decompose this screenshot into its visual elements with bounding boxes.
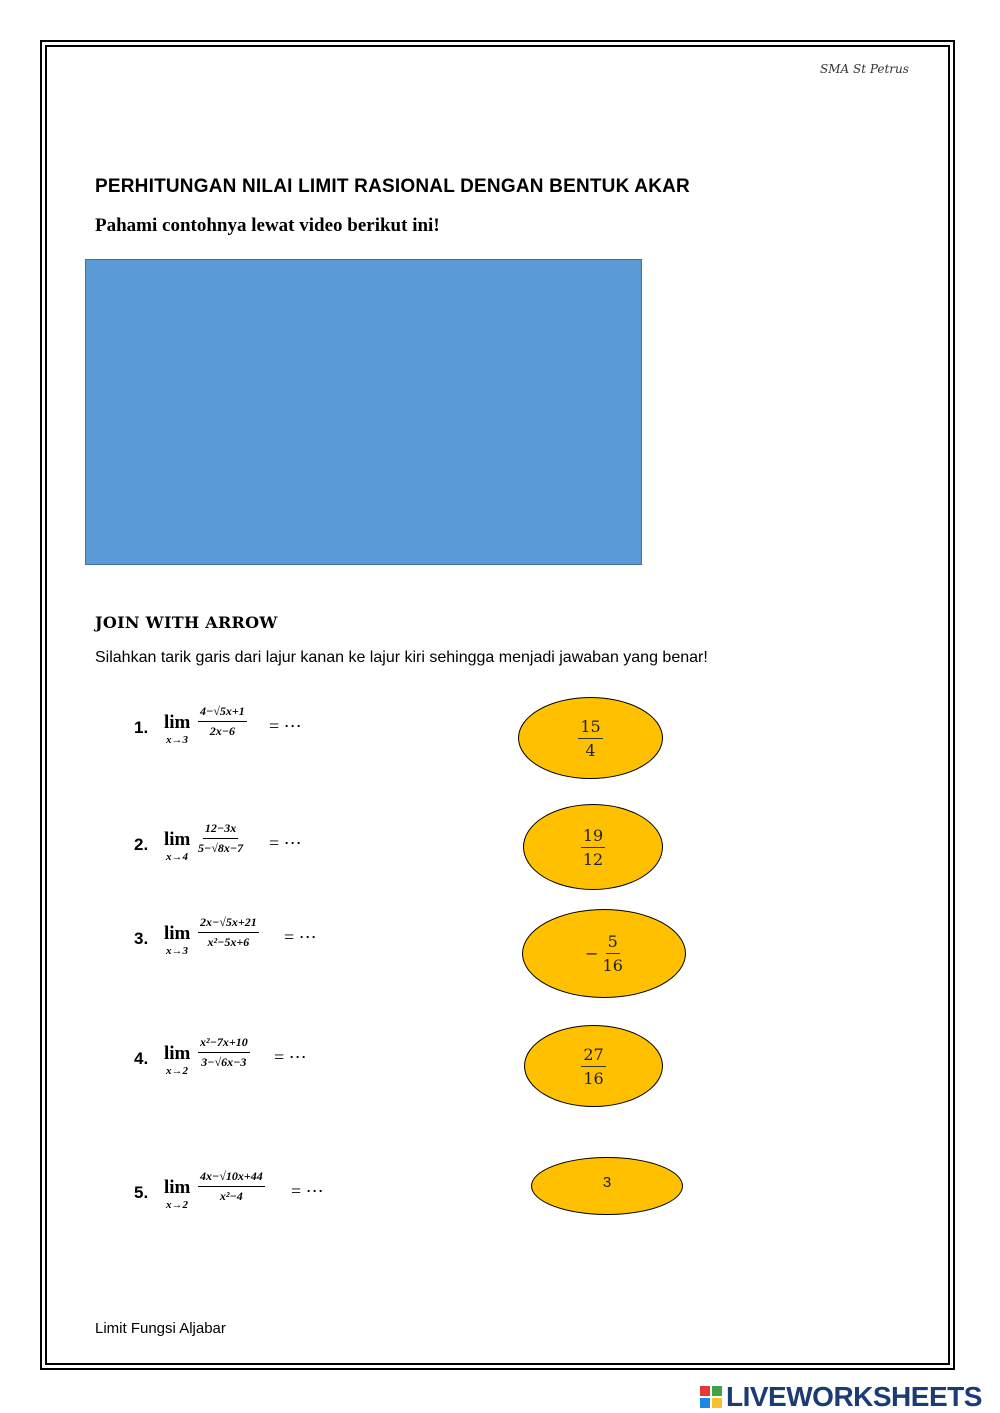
lim-symbol: lim xyxy=(164,712,191,733)
answer-denominator: 4 xyxy=(585,740,596,760)
answer-fraction xyxy=(603,932,623,975)
answer-oval-3[interactable] xyxy=(522,909,686,998)
answer-fraction xyxy=(581,1045,605,1088)
equals-dots: = ⋯ xyxy=(291,1181,324,1201)
answer-denominator: 16 xyxy=(583,1068,604,1088)
numerator: 12−3x xyxy=(203,821,238,839)
fraction xyxy=(198,821,243,856)
lim-subscript: x→2 xyxy=(166,1199,188,1211)
numerator: 4−√5x+1 xyxy=(198,704,247,722)
section-heading: JOIN WITH ARROW xyxy=(95,613,278,632)
answer-oval-5[interactable] xyxy=(531,1157,683,1215)
numerator: 4x−√10x+44 xyxy=(198,1169,265,1187)
page-title: PERHITUNGAN NILAI LIMIT RASIONAL DENGAN BENTUK AKAR xyxy=(95,176,690,197)
fraction xyxy=(198,1035,250,1070)
denominator: x²−4 xyxy=(219,1189,243,1203)
question-number: 4. xyxy=(134,1049,149,1068)
liveworksheets-brand[interactable] xyxy=(700,1381,982,1413)
answer-value: 3 xyxy=(602,1174,612,1191)
lim-subscript: x→4 xyxy=(166,851,188,863)
answer-denominator: 16 xyxy=(602,956,623,975)
lim-subscript: x→2 xyxy=(166,1065,188,1077)
equals-dots: = ⋯ xyxy=(269,833,302,853)
answer-numerator: 19 xyxy=(581,826,605,848)
page-subtitle: Pahami contohnya lewat video berikut ini! xyxy=(95,215,440,236)
question-number: 3. xyxy=(134,929,149,948)
brand-name: LIVEWORKSHEETS xyxy=(726,1381,982,1412)
denominator: x²−5x+6 xyxy=(207,935,250,949)
lim-subscript: x→3 xyxy=(166,945,188,957)
fraction xyxy=(198,704,247,739)
answer-oval-1[interactable] xyxy=(518,697,663,779)
lim-symbol: lim xyxy=(164,1177,191,1198)
answer-numerator: 5 xyxy=(606,932,620,954)
question-number: 5. xyxy=(134,1183,149,1202)
liveworksheets-logo-icon xyxy=(700,1386,722,1408)
denominator: 3−√6x−3 xyxy=(201,1055,247,1069)
lim-symbol: lim xyxy=(164,1043,191,1064)
answer-oval-2[interactable] xyxy=(523,804,663,890)
equals-dots: = ⋯ xyxy=(284,927,317,947)
equals-dots: = ⋯ xyxy=(274,1047,307,1067)
school-name: SMA St Petrus xyxy=(820,62,909,76)
equals-dots: = ⋯ xyxy=(269,716,302,736)
answer-sign: − xyxy=(585,944,599,963)
answer-fraction xyxy=(578,717,602,760)
video-placeholder[interactable] xyxy=(85,259,642,565)
question-number: 1. xyxy=(134,718,149,737)
denominator: 2x−6 xyxy=(209,724,235,738)
page-border-inner xyxy=(45,45,950,1365)
answer-fraction xyxy=(581,826,605,869)
instruction-text: Silahkan tarik garis dari lajur kanan ke lajur kiri sehingga menjadi jawaban yang benar! xyxy=(95,649,708,666)
footer-text: Limit Fungsi Aljabar xyxy=(95,1320,226,1337)
fraction xyxy=(198,915,259,950)
answer-oval-4[interactable] xyxy=(524,1025,663,1107)
fraction xyxy=(198,1169,265,1204)
answer-numerator: 15 xyxy=(578,717,602,739)
denominator: 5−√8x−7 xyxy=(198,841,244,855)
answer-numerator: 27 xyxy=(581,1045,605,1067)
question-number: 2. xyxy=(134,835,149,854)
answer-denominator: 12 xyxy=(582,849,604,869)
lim-symbol: lim xyxy=(164,829,191,850)
lim-subscript: x→3 xyxy=(166,734,188,746)
numerator: x²−7x+10 xyxy=(198,1035,250,1053)
lim-symbol: lim xyxy=(164,923,191,944)
numerator: 2x−√5x+21 xyxy=(198,915,259,933)
